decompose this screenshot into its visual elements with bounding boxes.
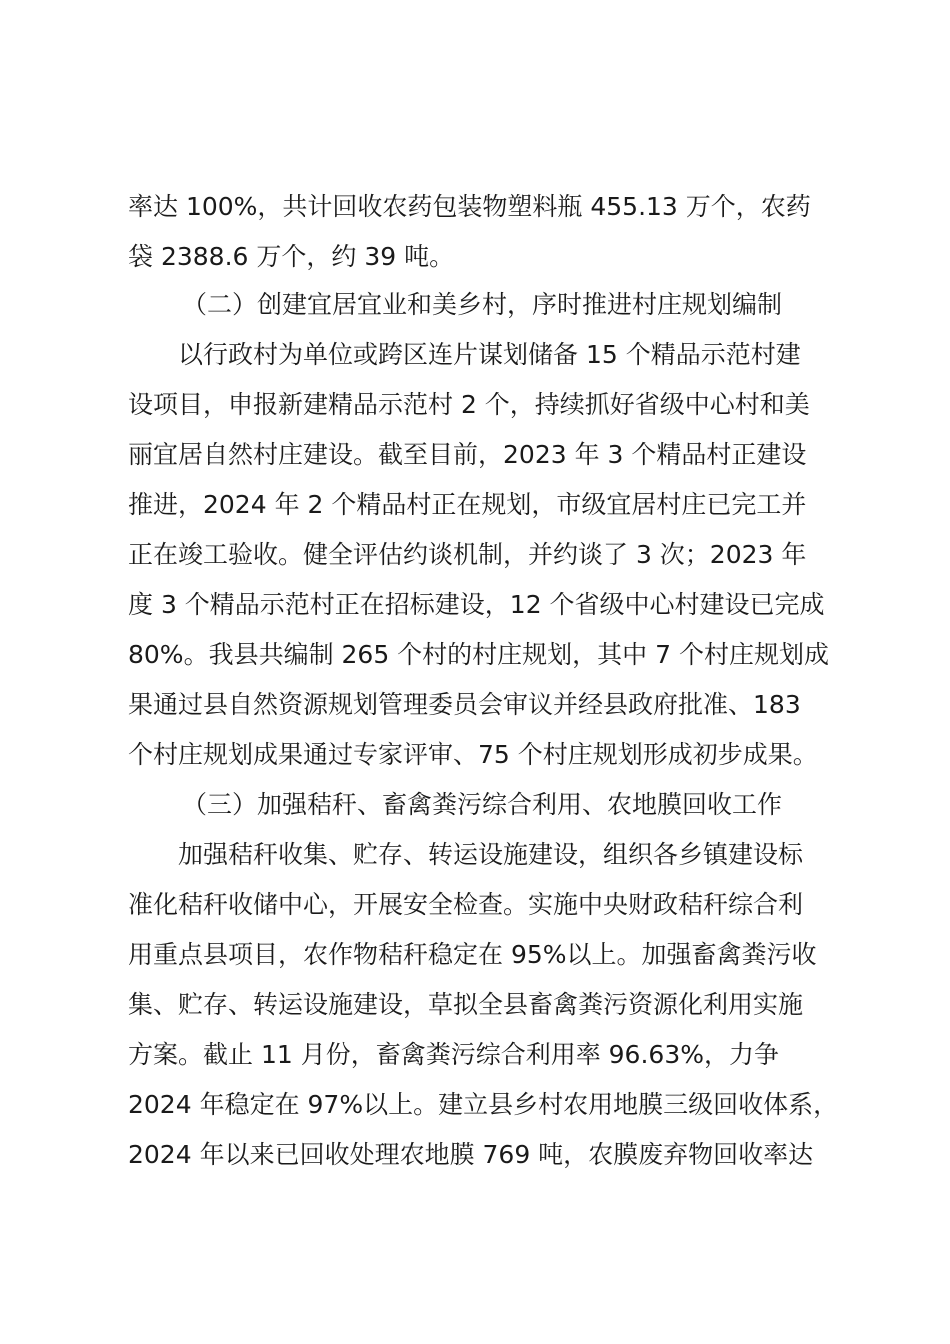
text-line: 丽宜居自然村庄建设。截至目前，2023 年 3 个精品村正建设 [128,440,807,469]
text-line: 准化秸秆收储中心，开展安全检查。实施中央财政秸秆综合利 [128,890,804,919]
text-line: 设项目，申报新建精品示范村 2 个，持续抓好省级中心村和美 [128,390,810,419]
text-line: 2024 年以来已回收处理农地膜 769 吨，农膜废弃物回收率达 [128,1140,814,1169]
text-line: 方案。截止 11 月份，畜禽粪污综合利用率 96.63%，力争 [128,1040,779,1069]
text-line: 个村庄规划成果通过专家评审、75 个村庄规划形成初步成果。 [128,740,818,769]
text-line: 加强秸秆收集、贮存、转运设施建设，组织各乡镇建设标 [178,840,804,869]
section-heading: （三）加强秸秆、畜禽粪污综合利用、农地膜回收工作 [182,790,783,819]
text-line: 袋 2388.6 万个，约 39 吨。 [128,242,455,271]
section-heading: （二）创建宜居宜业和美乡村，序时推进村庄规划编制 [182,290,783,319]
text-line: 用重点县项目，农作物秸秆稳定在 95%以上。加强畜禽粪污收 [128,940,817,969]
text-line: 果通过县自然资源规划管理委员会审议并经县政府批准、183 [128,690,801,719]
text-line: 2024 年稳定在 97%以上。建立县乡村农用地膜三级回收体系， [128,1090,839,1119]
text-line: 率达 100%，共计回收农药包装物塑料瓶 455.13 万个，农药 [128,192,811,221]
text-line: 集、贮存、转运设施建设，草拟全县畜禽粪污资源化利用实施 [128,990,804,1019]
text-line: 以行政村为单位或跨区连片谋划储备 15 个精品示范村建 [178,340,801,369]
text-line: 推进，2024 年 2 个精品村正在规划，市级宜居村庄已完工并 [128,490,807,519]
text-line: 80%。我县共编制 265 个村的村庄规划，其中 7 个村庄规划成 [128,640,829,669]
text-line: 度 3 个精品示范村正在招标建设，12 个省级中心村建设已完成 [128,590,825,619]
text-line: 正在竣工验收。健全评估约谈机制，并约谈了 3 次；2023 年 [128,540,807,569]
